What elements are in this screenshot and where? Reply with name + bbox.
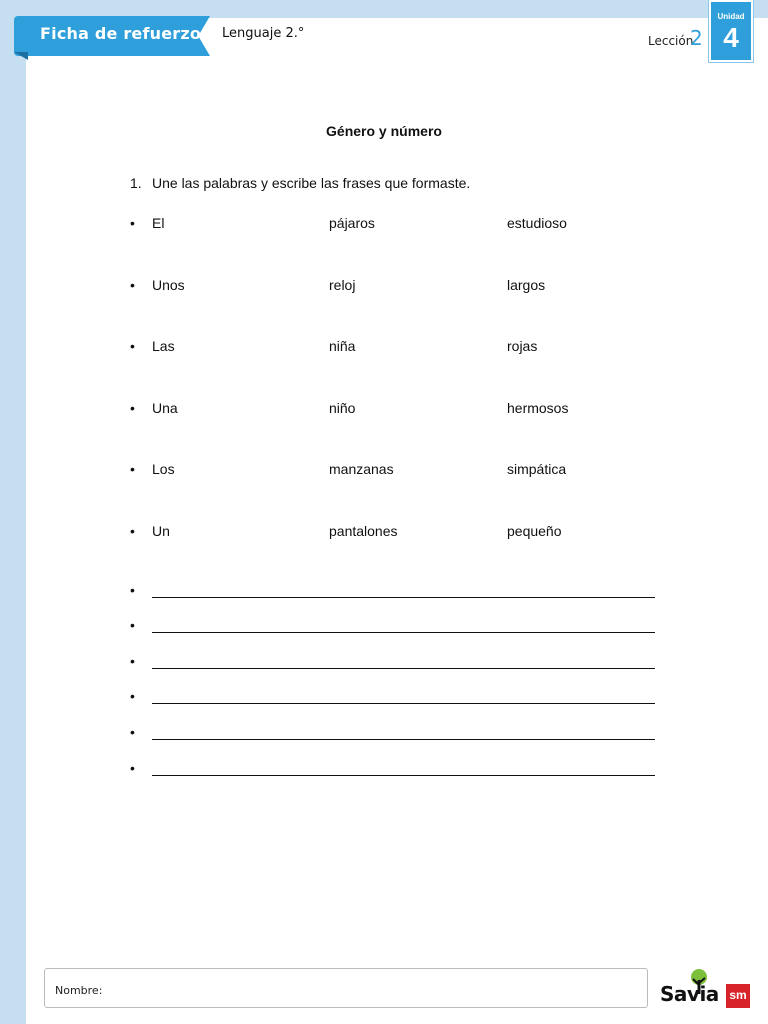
lesson-label: Lección bbox=[648, 34, 694, 48]
word-row bbox=[130, 400, 650, 420]
bullet-icon: • bbox=[130, 724, 135, 740]
word-adjective: rojas bbox=[507, 338, 538, 354]
bullet-icon: • bbox=[130, 688, 135, 704]
header-subject: Lenguaje 2.° bbox=[222, 26, 305, 41]
worksheet-page bbox=[26, 18, 768, 1024]
unit-label: Unidad bbox=[717, 12, 745, 21]
answer-row bbox=[130, 724, 660, 744]
instruction-text: Une las palabras y escribe las frases que formaste. bbox=[152, 175, 471, 191]
answer-row bbox=[130, 617, 660, 637]
word-row bbox=[130, 523, 650, 543]
answer-line[interactable] bbox=[152, 668, 655, 669]
word-article: Una bbox=[152, 400, 178, 416]
word-noun: reloj bbox=[329, 277, 356, 293]
answer-line[interactable] bbox=[152, 775, 655, 776]
header-title: Ficha de refuerzo bbox=[40, 24, 202, 43]
bullet-icon: • bbox=[130, 461, 135, 477]
word-article: Un bbox=[152, 523, 170, 539]
word-noun: niño bbox=[329, 400, 356, 416]
word-article: Las bbox=[152, 338, 175, 354]
answer-line[interactable] bbox=[152, 703, 655, 704]
word-row bbox=[130, 215, 650, 235]
bullet-icon: • bbox=[130, 215, 135, 231]
bullet-icon: • bbox=[130, 617, 135, 633]
bullet-icon: • bbox=[130, 277, 135, 293]
word-adjective: estudioso bbox=[507, 215, 567, 231]
bullet-icon: • bbox=[130, 523, 135, 539]
answer-line[interactable] bbox=[152, 632, 655, 633]
word-article: El bbox=[152, 215, 165, 231]
publisher-logo: sm bbox=[726, 984, 750, 1008]
answer-row bbox=[130, 582, 660, 602]
brand-logo: Savia bbox=[660, 982, 719, 1006]
word-adjective: simpática bbox=[507, 461, 567, 477]
word-noun: niña bbox=[329, 338, 356, 354]
word-row bbox=[130, 277, 650, 297]
bullet-icon: • bbox=[130, 760, 135, 776]
bullet-icon: • bbox=[130, 653, 135, 669]
section-title: Género y número bbox=[326, 123, 442, 139]
unit-badge bbox=[709, 0, 753, 62]
word-noun: pájaros bbox=[329, 215, 375, 231]
word-adjective: largos bbox=[507, 277, 546, 293]
unit-number: 4 bbox=[723, 22, 739, 53]
instruction-number: 1. bbox=[130, 175, 142, 191]
answer-row bbox=[130, 760, 660, 780]
bullet-icon: • bbox=[130, 338, 135, 354]
word-row bbox=[130, 338, 650, 358]
name-field[interactable] bbox=[44, 968, 648, 1008]
word-adjective: pequeño bbox=[507, 523, 562, 539]
word-article: Unos bbox=[152, 277, 185, 293]
answer-line[interactable] bbox=[152, 597, 655, 598]
bullet-icon: • bbox=[130, 400, 135, 416]
answer-row bbox=[130, 688, 660, 708]
word-adjective: hermosos bbox=[507, 400, 569, 416]
instruction bbox=[130, 175, 470, 191]
bullet-icon: • bbox=[130, 582, 135, 598]
lesson-number: 2 bbox=[690, 26, 703, 50]
word-noun: pantalones bbox=[329, 523, 398, 539]
name-label: Nombre: bbox=[55, 984, 103, 997]
word-article: Los bbox=[152, 461, 175, 477]
answer-line[interactable] bbox=[152, 739, 655, 740]
word-row bbox=[130, 461, 650, 481]
answer-row bbox=[130, 653, 660, 673]
word-noun: manzanas bbox=[329, 461, 394, 477]
